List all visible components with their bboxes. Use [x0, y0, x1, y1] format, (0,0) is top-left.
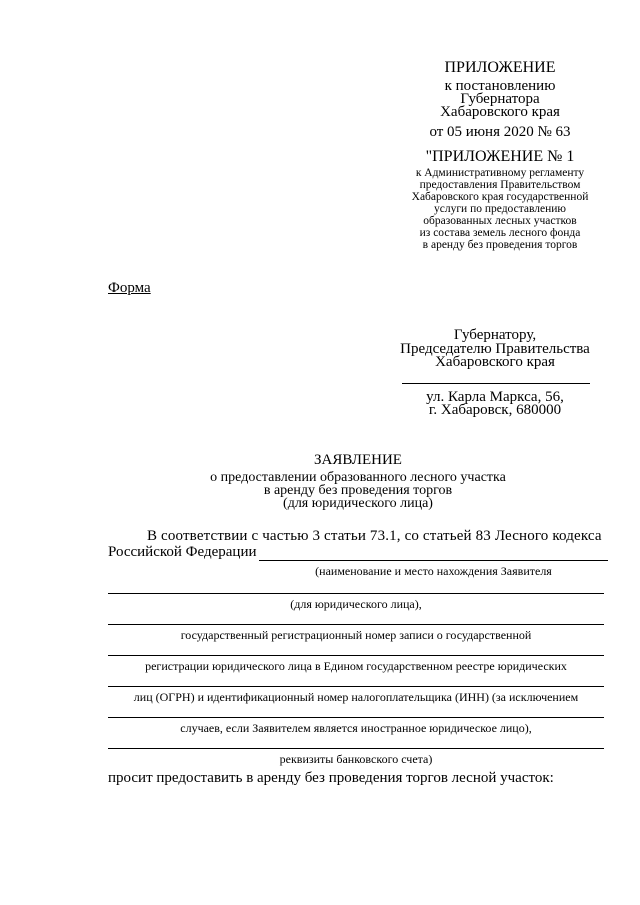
field-hint: (для юридического лица), [290, 597, 422, 611]
field-hint: регистрации юридического лица в Едином государственном реестре юридических [145, 659, 567, 673]
inn-field[interactable] [108, 686, 604, 687]
bank-details-field[interactable] [108, 748, 604, 749]
regulation-line: образованных лесных участков [423, 215, 577, 227]
statement-subtitle: в аренду без проведения торгов [263, 483, 453, 498]
regulation-line: из состава земель лесного фонда [419, 227, 581, 239]
appendix-line: Губернатора [460, 91, 540, 107]
field-hint: лиц (ОГРН) и идентификационный номер налогоплательщика (ИНН) (за исключением [133, 690, 579, 704]
regulation-line: в аренду без проведения торгов [422, 239, 578, 251]
addressee-address: ул. Карла Маркса, 56, [426, 389, 564, 405]
field-hint: реквизиты банковского счета) [279, 752, 433, 766]
appendix-date: от 05 июня 2020 № 63 [429, 124, 571, 140]
appendix-line: Хабаровского края [440, 104, 560, 120]
regulation-appendix-title: "ПРИЛОЖЕНИЕ № 1 [425, 148, 575, 165]
statement-subtitle: (для юридического лица) [283, 496, 433, 511]
closing-line: просит предоставить в аренду без проведения торгов лесной участок: [108, 770, 554, 786]
exception-field[interactable] [108, 717, 604, 718]
ogrn-field[interactable] [108, 624, 604, 625]
form-label: Форма [108, 280, 151, 296]
regulation-line: Хабаровского края государственной [411, 191, 589, 203]
addressee-address: г. Хабаровск, 680000 [428, 402, 562, 418]
appendix-line: к постановлению [444, 78, 556, 94]
addressee-line: Хабаровского края [435, 354, 555, 370]
regulation-line: услуги по предоставлению [433, 203, 566, 215]
appendix-title: ПРИЛОЖЕНИЕ [444, 59, 556, 76]
statement-title: ЗАЯВЛЕНИЕ [314, 452, 402, 468]
body-paragraph-line: Российской Федерации [108, 544, 257, 560]
applicant-name-field[interactable] [259, 560, 608, 561]
regulation-line: предоставления Правительством [419, 179, 581, 191]
applicant-name-field-2[interactable] [108, 593, 604, 594]
field-hint: (наименование и место нахождения Заявителя [315, 564, 552, 578]
field-hint: государственный регистрационный номер записи о государственной [180, 628, 532, 642]
registry-field[interactable] [108, 655, 604, 656]
addressee-line: Председателю Правительства [400, 341, 590, 357]
statement-subtitle: о предоставлении образованного лесного участка [210, 470, 506, 485]
field-hint: случаев, если Заявителем является иностранное юридическое лицо), [180, 721, 532, 735]
addressee-separator [402, 383, 590, 384]
regulation-line: к Административному регламенту [415, 167, 585, 179]
body-paragraph-line: В соответствии с частью 3 статьи 73.1, со статьей 83 Лесного кодекса [147, 528, 602, 544]
addressee-line: Губернатору, [453, 327, 537, 343]
